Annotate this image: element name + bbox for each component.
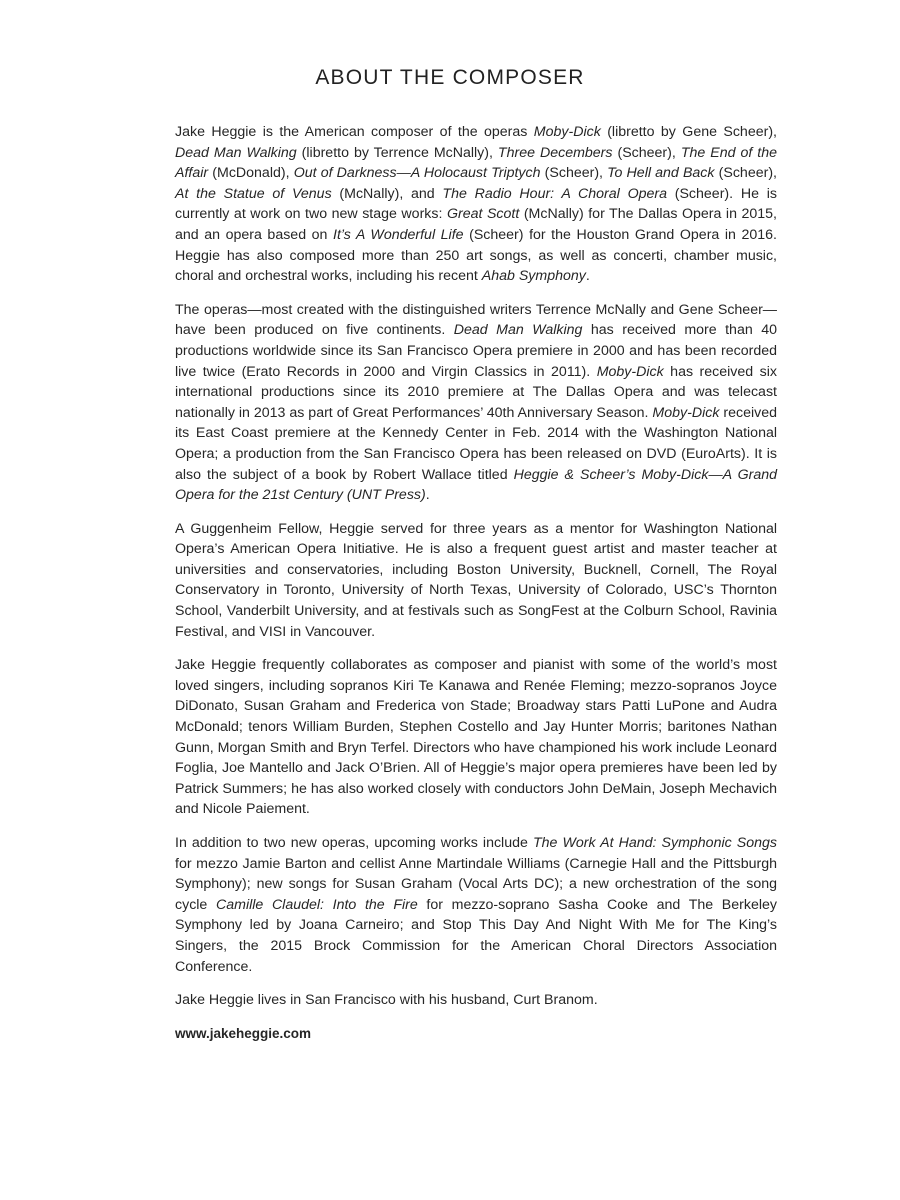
italic-title: To Hell and Back (607, 165, 715, 182)
italic-title: Moby-Dick (652, 404, 720, 421)
italic-title: It’s A Wonderful Life (333, 226, 464, 243)
text-run: (libretto by Gene Scheer), (600, 124, 777, 140)
italic-title: Dead Man Walking (175, 144, 297, 161)
italic-title: Dead Man Walking (453, 322, 583, 339)
paragraph-3 (175, 519, 777, 643)
text-run: for mezzo Jamie Barton and cellist Anne Martindale Williams (Carnegie Hall and the Pittsburgh Symphony); new songs for Susan Graham (Vocal Arts DC); a new orchestration of the song cycle (175, 855, 777, 913)
text-run: Jake Heggie frequently collaborates as composer and pianist with some of the world’s most loved singers, including sopranos Kiri Te Kanawa and Renée Fleming; mezzo-sopranos Joyce DiDonato, Susan Graham and Frederica von Stade; Broadway stars Patti LuPone and Audra McDonald; tenors William Burden, Stephen Costello and Jay Hunter Morris; baritones Nathan Gunn, Morgan Smith and Bryn Terfel. Directors who have championed his work include Leonard Foglia, Joe Mantello and Jack O’Brien. All of Heggie’s major opera premieres have been led by Patrick Summers; he has also worked closely with conductors John DeMain, Joseph Mechavich and Nicole Paiement. (175, 657, 777, 818)
text-run: (McNally) for The Dallas Opera in 2015, and an opera based on (175, 206, 777, 243)
paragraph-4 (175, 655, 777, 820)
text-run: has received more than 40 productions worldwide since its San Francisco Opera premiere in 2000 and has been recorded live twice (Erato Records in 2000 and Virgin Classics in 2011). (175, 322, 777, 380)
paragraph-5 (175, 833, 777, 977)
text-run: (Scheer). He is currently at work on two new stage works: (175, 185, 777, 223)
paragraph-1 (175, 122, 777, 287)
italic-title: The Work At Hand: Symphonic Songs (532, 835, 777, 851)
page-title: ABOUT THE COMPOSER (315, 66, 585, 89)
text-run: (libretto by Terrence McNally), (296, 144, 498, 161)
italic-title: Ahab Symphony (481, 268, 586, 285)
italic-title: The End of the Affair (175, 144, 777, 182)
text-run: (Scheer), (714, 165, 777, 182)
italic-title: Moby-Dick (533, 124, 601, 140)
text-run: (Scheer), (540, 165, 608, 182)
text-run: for mezzo-soprano Sasha Cooke and The Berkeley Symphony led by Joana Carneiro; and Stop This Day And Night With Me for The King’s Singers, the 2015 Brock Commission for the American Choral Directors Association Conference. (175, 896, 777, 975)
italic-title: Three Decembers (497, 144, 613, 161)
paragraph-6 (175, 990, 777, 1011)
text-run: (Scheer) for the Houston Grand Opera in 2016. Heggie has also composed more than 250 art songs, as well as concerti, chamber music, choral and orchestral works, including his recent (175, 226, 777, 285)
italic-title: Moby-Dick (596, 363, 664, 380)
text-run: A Guggenheim Fellow, Heggie served for three years as a mentor for Washington National Opera’s American Opera Initiative. He is also a frequent guest artist and master teacher at universities and conservatories, including Boston University, Bucknell, Cornell, The Royal Conservatory in Toronto, University of North Texas, University of Colorado, USC’s Thornton School, Vanderbilt University, and at festivals such as SongFest at the Colburn School, Ravinia Festival, and VISI in Vancouver. (175, 520, 777, 640)
italic-title: The Radio Hour: A Choral Opera (442, 185, 667, 202)
text-run: . (425, 487, 430, 504)
text-run: (Scheer), (612, 144, 681, 161)
text-run: . (585, 268, 590, 285)
text-run: The operas—most created with the distinguished writers Terrence McNally and Gene Scheer—have been produced on five continents. (175, 301, 777, 339)
text-run: (McDonald), (208, 165, 294, 182)
italic-title: Camille Claudel: Into the Fire (215, 896, 418, 913)
paragraph-2 (175, 300, 777, 506)
text-run: Jake Heggie is the American composer of the operas (175, 124, 534, 140)
italic-title: Great Scott (446, 206, 520, 223)
text-run: In addition to two new operas, upcoming works include (175, 835, 533, 851)
text-run: (McNally), and (331, 185, 443, 202)
text-run: received its East Coast premiere at the Kennedy Center in Feb. 2014 with the Washington National Opera; a production from the San Francisco Opera has been released on DVD (EuroArts). It is also the subject of a book by Robert Wallace titled (175, 404, 777, 483)
biography-body (175, 122, 777, 1044)
website-url: www.jakeheggie.com (175, 1025, 312, 1041)
italic-title: Heggie & Scheer’s Moby-Dick—A Grand Opera for the 21st Century (UNT Press) (175, 466, 777, 504)
text-run: has received six international productions since its 2010 premiere at The Dallas Opera and was telecast nationally in 2013 as part of Great Performances’ 40th Anniversary Season. (175, 363, 777, 421)
text-run: Jake Heggie lives in San Francisco with his husband, Curt Branom. (175, 992, 598, 1009)
italic-title: At the Statue of Venus (175, 185, 332, 202)
italic-title: Out of Darkness—A Holocaust Triptych (293, 165, 541, 182)
